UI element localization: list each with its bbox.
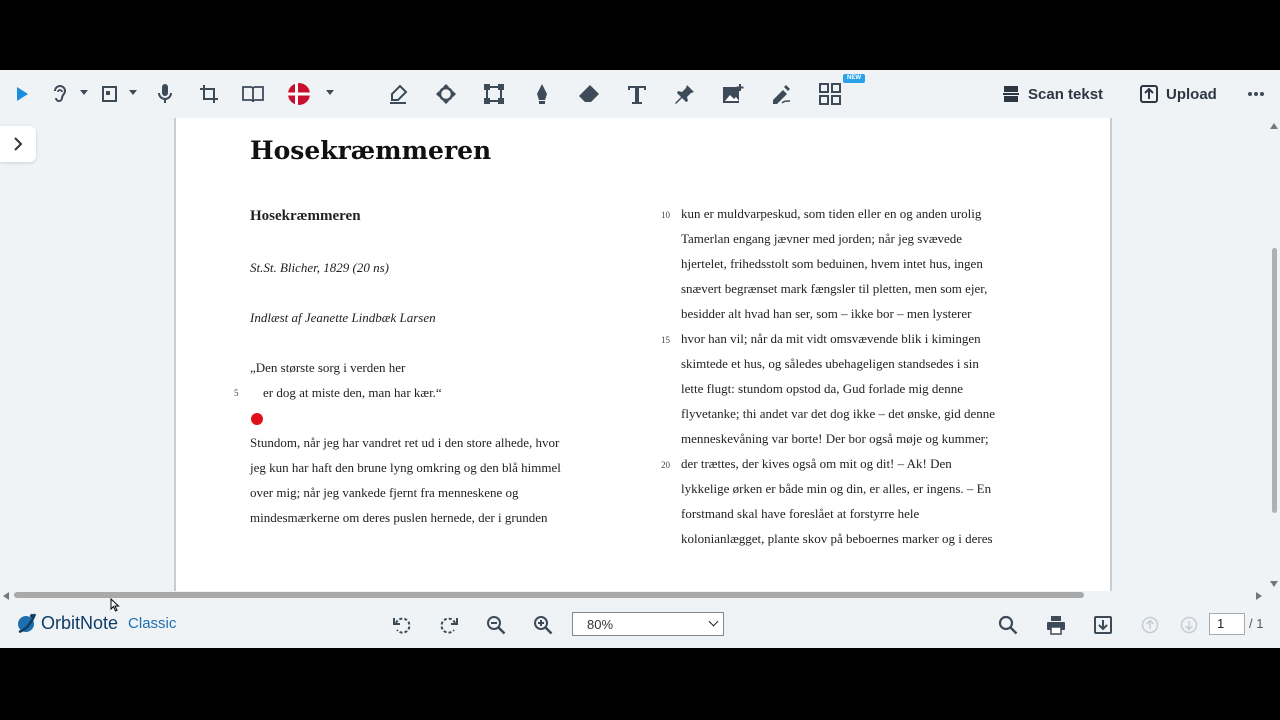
document-page [174, 118, 1112, 591]
scroll-down-icon[interactable] [1270, 581, 1278, 587]
main-toolbar [0, 70, 1280, 118]
chevron-down-icon [709, 617, 719, 627]
search-icon[interactable] [996, 613, 1020, 637]
print-icon[interactable] [1044, 613, 1068, 637]
page-total: / 1 [1249, 616, 1264, 631]
zoom-in-icon[interactable] [531, 613, 555, 637]
upload-label: Upload [1166, 85, 1217, 103]
next-page-icon[interactable] [1177, 613, 1201, 637]
chevron-right-icon [13, 137, 23, 151]
bottom-toolbar [0, 601, 1280, 648]
poem-line: er dog at miste den, man har kær.“ [263, 385, 442, 400]
mouse-cursor-icon [110, 598, 120, 612]
text-line: hvor han vil; når da mit vidt omsvævende blik i kimingen [681, 331, 981, 346]
text-line: forstmand skal have foreslået at forstyrre hele [681, 506, 920, 521]
text-line: hjertelet, frihedsstolt som beduinen, hvem intet hus, ingen [681, 256, 983, 271]
upload-button[interactable] [1140, 80, 1217, 108]
shape-select-icon[interactable] [482, 80, 506, 108]
horizontal-scrollbar[interactable] [0, 591, 1268, 601]
poem-line: „Den største sorg i verden her [250, 360, 406, 375]
previous-page-icon[interactable] [1138, 613, 1162, 637]
line-number: 5 [234, 388, 239, 398]
reader-line: Indlæst af Jeanette Lindbæk Larsen [250, 310, 436, 325]
scan-text-label: Scan tekst [1028, 85, 1104, 103]
sidebar-toggle-button[interactable] [0, 126, 36, 162]
add-image-icon[interactable] [721, 80, 745, 108]
language-dropdown-icon[interactable] [326, 90, 334, 95]
text-line: mindesmærkerne om deres puslen hernede, der i grunden [250, 510, 548, 525]
scanner-icon [1002, 85, 1020, 103]
dictionary-icon[interactable] [241, 80, 265, 108]
apps-grid-icon[interactable] [817, 80, 843, 108]
signature-icon[interactable] [769, 80, 793, 108]
ear-dropdown-icon[interactable] [80, 90, 88, 95]
orbitnote-logo-icon [15, 612, 37, 634]
rotate-right-icon[interactable] [437, 613, 461, 637]
line-number: 20 [661, 460, 670, 470]
logo-name: OrbitNote [41, 612, 119, 633]
text-line: lette flugt: stundom opstod da, Gud forlade mig denne [681, 381, 963, 396]
text-line: der trættes, der kives også om mit og dit! – Ak! Den [681, 456, 952, 471]
text-line: menneskevåning var borte! Der bor også møje og kummer; [681, 431, 989, 446]
reading-marker-icon[interactable] [251, 413, 263, 425]
logo-sub: Classic [128, 614, 177, 632]
danish-flag-icon[interactable] [286, 80, 312, 108]
download-icon[interactable] [1091, 613, 1115, 637]
ear-icon[interactable] [48, 80, 72, 108]
rotate-left-icon[interactable] [390, 613, 414, 637]
text-line: over mig; når jeg vankede fjernt fra menneskene og [250, 485, 519, 500]
eraser-icon[interactable] [577, 80, 601, 108]
pin-icon[interactable] [673, 80, 697, 108]
horizontal-scroll-thumb[interactable] [14, 592, 1084, 598]
orbitnote-logo [15, 612, 176, 634]
upload-icon [1140, 85, 1158, 103]
text-line: skimtede et hus, og således ubehageligen standsedes i sin [681, 356, 979, 371]
more-options-icon[interactable] [1244, 80, 1268, 108]
line-number: 10 [661, 210, 670, 220]
play-icon[interactable] [10, 80, 34, 108]
document-title: Hosekræmmeren [250, 136, 492, 165]
new-badge: NEW [843, 74, 865, 83]
pen-icon[interactable] [530, 80, 554, 108]
scroll-up-icon[interactable] [1270, 123, 1278, 129]
move-icon[interactable] [434, 80, 458, 108]
zoom-out-icon[interactable] [484, 613, 508, 637]
document-viewer[interactable] [0, 118, 1268, 591]
zoom-value: 80% [587, 616, 614, 632]
text-tool-icon[interactable] [625, 80, 649, 108]
text-line: flyvetanke; thi andet var det dog ikke – det ønske, gid denne [681, 406, 996, 421]
reading-mode-dropdown-icon[interactable] [129, 90, 137, 95]
text-line: snævert begrænset mark fængsler til pletten, men som ejer, [681, 281, 988, 296]
orbitnote-app [0, 70, 1280, 648]
crop-icon[interactable] [197, 80, 221, 108]
scan-text-button[interactable] [1002, 80, 1103, 108]
highlighter-icon[interactable] [386, 80, 410, 108]
document-subtitle: Hosekræmmeren [250, 208, 361, 224]
text-line: kolonianlægget, plante skov på beboernes marker og i deres [681, 531, 993, 546]
vertical-scrollbar[interactable] [1268, 118, 1280, 591]
text-line: lykkelige ørken er både min og din, er alles, er ingens. – En [681, 481, 992, 496]
text-line: jeg kun har haft den brune lyng omkring og den blå himmel [250, 460, 561, 475]
text-line: Tamerlan engang jævner med jorden; når jeg svævede [681, 231, 963, 246]
scroll-right-icon[interactable] [1256, 592, 1262, 600]
author-line: St.St. Blicher, 1829 (20 ns) [250, 260, 390, 275]
page-number-input[interactable]: 1 [1209, 613, 1245, 635]
microphone-icon[interactable] [153, 80, 177, 108]
text-line: kun er muldvarpeskud, som tiden eller en og anden urolig [681, 206, 982, 221]
text-line: Stundom, når jeg har vandret ret ud i den store alhede, hvor [250, 435, 560, 450]
scroll-left-icon[interactable] [3, 592, 9, 600]
zoom-select[interactable] [572, 612, 724, 636]
reading-mode-icon[interactable] [98, 80, 122, 108]
vertical-scroll-thumb[interactable] [1272, 248, 1277, 513]
line-number: 15 [661, 335, 670, 345]
text-line: besidder alt hvad han ser, som – ikke bor – men lysterer [681, 306, 972, 321]
